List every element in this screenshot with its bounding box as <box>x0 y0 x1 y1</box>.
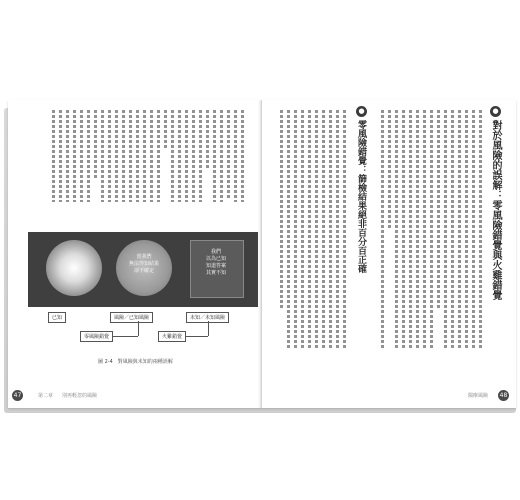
page-number-right: 48 <box>499 392 508 399</box>
page-number-left: 47 <box>13 392 22 399</box>
connector-right-h <box>183 336 208 337</box>
connector-left-v <box>138 321 139 336</box>
left-page <box>8 100 262 408</box>
section-heading-icon: ● <box>490 106 501 117</box>
risk-circle-text: 當我們 無法得知結果 卻不確定 <box>128 254 159 274</box>
unknown-square-text: 我們 以為已知 知道答案 其實不知 <box>205 249 226 276</box>
label-known: 已知 <box>48 312 66 323</box>
label-zero-risk-illusion: 零風險錯覺 <box>80 331 113 342</box>
label-turkey-illusion: 火雞錯覺 <box>158 331 186 342</box>
figure-caption: 圖 2-4 對風險與未知的兩種誤解 <box>98 359 173 365</box>
subsection-heading: 零風險錯覺：篩檢結果絕非百分百正確 <box>356 120 366 273</box>
label-risk: 風險／已知風險 <box>110 312 153 323</box>
footer-title: 別再輕忽的風險 <box>62 393 98 399</box>
right-body-text-1 <box>376 110 482 350</box>
label-unknown: 未知／未知風險 <box>186 312 229 323</box>
right-body-text-2 <box>272 110 346 350</box>
section-heading: 對於風險的誤解：零風險錯覺與火雞錯覺 <box>490 120 501 300</box>
footer-chapter: 第二章 <box>38 393 54 399</box>
risk-diagram-panel <box>28 232 260 307</box>
connector-right-v <box>208 321 209 336</box>
footer-label-right: 醫療風險 <box>468 393 489 399</box>
subsection-heading-icon: ● <box>356 106 367 117</box>
known-circle <box>46 240 102 296</box>
right-page <box>262 100 516 408</box>
left-body-text-upper <box>22 110 244 202</box>
